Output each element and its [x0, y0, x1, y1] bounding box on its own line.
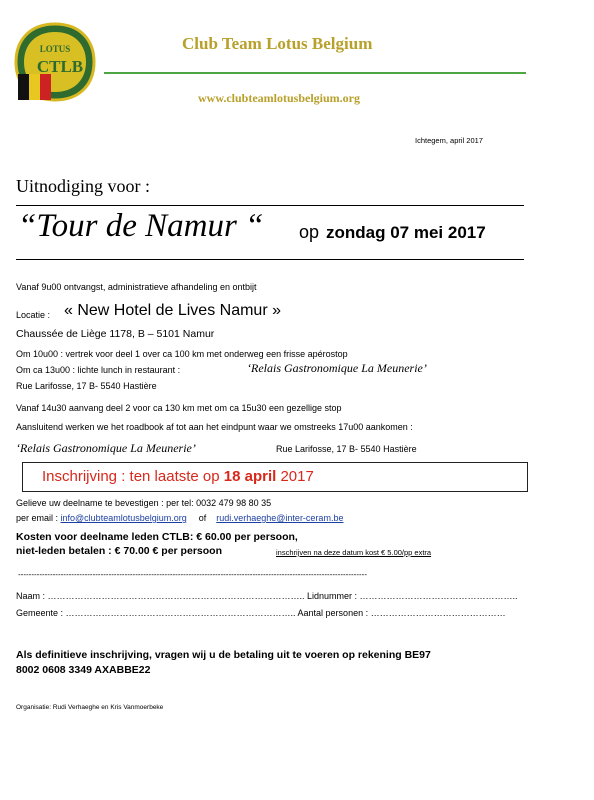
- locatie-address: Chaussée de Liège 1178, B – 5101 Namur: [16, 328, 215, 340]
- deadline-prefix: Inschrijving : ten laatste op: [42, 468, 224, 485]
- invitation-intro: Uitnodiging voor :: [16, 176, 150, 196]
- restaurant-address: Rue Larifosse, 17 B- 5540 Hastière: [16, 381, 157, 391]
- email-of: of: [198, 513, 207, 523]
- program-line-breakfast: Vanaf 9u00 ontvangst, administratieve afhandeling en ontbijt: [16, 282, 257, 292]
- header-divider: [104, 72, 526, 74]
- deadline-date: 18 april: [223, 468, 277, 485]
- ctlb-logo: [14, 22, 96, 102]
- restaurant-address-end: Rue Larifosse, 17 B- 5540 Hastière: [276, 444, 417, 454]
- form-gemeente-aantal[interactable]: Gemeente : ………………………………………………………………….. Aantal personen : ………………………………………: [16, 608, 506, 618]
- form-naam-lidnummer[interactable]: Naam : ………………………………………………………………………….. Lidnummer : ……………………………………………..: [16, 591, 518, 601]
- separator-line: -----------------------------------------------------------------------------------------------------------------------------------: [18, 570, 367, 579]
- club-name: Club Team Lotus Belgium: [182, 34, 373, 53]
- program-line-lunch: Om ca 13u00 : lichte lunch in restaurant :: [16, 365, 181, 375]
- logo-main-text: CTLB: [36, 57, 84, 76]
- website-link[interactable]: www.clubteamlotusbelgium.org: [198, 91, 360, 105]
- deadline-year: 2017: [276, 468, 314, 485]
- locatie-label: Locatie :: [16, 310, 51, 320]
- email-link-info[interactable]: info@clubteamlotusbelgium.org: [60, 513, 187, 523]
- email-prefix: per email :: [16, 513, 61, 523]
- title-rule-bottom: [16, 259, 524, 260]
- restaurant-name-end: ‘Relais Gastronomique La Meunerie’: [16, 441, 196, 455]
- payment-line-2: 8002 0608 3349 AXABBE22: [16, 664, 151, 676]
- cost-members: Kosten voor deelname leden CTLB: € 60.00 per persoon,: [16, 531, 298, 543]
- event-title: “Tour de Namur “: [18, 208, 264, 244]
- event-date: zondag 07 mei 2017: [326, 223, 486, 242]
- dateline: Ichtegem, april 2017: [415, 136, 483, 145]
- program-line-start: Om 10u00 : vertrek voor deel 1 over ca 100 km met onderweg een frisse apérostop: [16, 349, 348, 359]
- event-op: op: [299, 222, 320, 242]
- restaurant-name: ‘Relais Gastronomique La Meunerie’: [247, 361, 427, 375]
- title-rule-top: [16, 205, 524, 206]
- organisatie: Organisatie: Rudi Verhaeghe en Kris Vanmoerbeke: [16, 704, 164, 711]
- email-line: [16, 513, 343, 523]
- cost-nonmembers: niet-leden betalen : € 70.00 € per persoon: [16, 545, 222, 557]
- logo-top-text: LOTUS: [39, 44, 71, 54]
- late-fee-note: inschrijven na deze datum kost € 5.00/pp extra: [276, 548, 432, 557]
- payment-line-1: Als definitieve inschrijving, vragen wij u de betaling uit te voeren op rekening BE97: [16, 649, 431, 661]
- program-line-part2: Vanaf 14u30 aanvang deel 2 voor ca 130 km met om ca 15u30 een gezellige stop: [16, 403, 342, 413]
- locatie-name: « New Hotel de Lives Namur »: [64, 302, 281, 319]
- deadline-text: [42, 468, 314, 485]
- email-link-rudi[interactable]: rudi.verhaeghe@inter-ceram.be: [216, 513, 344, 523]
- confirm-line: Gelieve uw deelname te bevestigen : per tel: 0032 479 98 80 35: [16, 498, 272, 508]
- program-line-end: Aansluitend werken we het roadbook af tot aan het eindpunt waar we omstreeks 17u00 aankomen :: [16, 422, 413, 432]
